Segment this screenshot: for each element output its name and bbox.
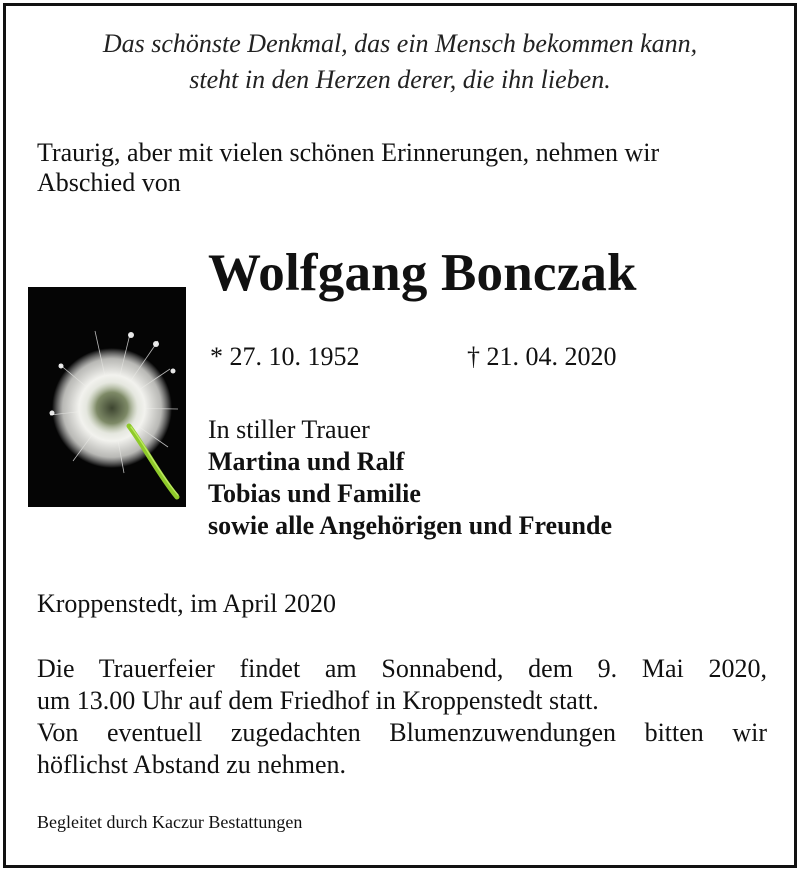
motto-line-1: Das schönste Denkmal, das ein Mensch bekommen kann, bbox=[102, 29, 698, 58]
deceased-name: Wolfgang Bonczak bbox=[208, 244, 637, 302]
intro-line-2: Abschied von bbox=[37, 168, 181, 197]
funeral-line-4: höflichst Abstand zu nehmen. bbox=[37, 750, 347, 779]
funeral-notice bbox=[37, 653, 767, 781]
mourning-intro: In stiller Trauer bbox=[208, 415, 370, 444]
birth-date: * 27. 10. 1952 bbox=[210, 342, 360, 371]
mourners-block bbox=[208, 414, 612, 542]
dandelion-image bbox=[28, 287, 186, 507]
mourner-line-2: Tobias und Familie bbox=[208, 479, 421, 508]
funeral-line-2: um 13.00 Uhr auf dem Friedhof in Kroppenstedt statt. bbox=[37, 686, 599, 715]
death-date: † 21. 04. 2020 bbox=[467, 342, 617, 371]
intro-text bbox=[37, 138, 767, 198]
motto-line-2: steht in den Herzen derer, die ihn lieben. bbox=[189, 65, 611, 94]
place-date: Kroppenstedt, im April 2020 bbox=[37, 589, 336, 618]
dandelion-photo bbox=[28, 287, 186, 507]
funeral-line-3: Von eventuell zugedachten Blumenzuwendungen bitten wir bbox=[37, 718, 767, 747]
funeral-line-1: Die Trauerfeier findet am Sonnabend, dem 9. Mai 2020, bbox=[37, 654, 767, 683]
funeral-home-credit: Begleitet durch Kaczur Bestattungen bbox=[37, 812, 303, 832]
mourner-line-3: sowie alle Angehörigen und Freunde bbox=[208, 511, 613, 540]
intro-line-1: Traurig, aber mit vielen schönen Erinnerungen, nehmen wir bbox=[37, 138, 660, 167]
mourner-line-1: Martina und Ralf bbox=[208, 447, 405, 476]
